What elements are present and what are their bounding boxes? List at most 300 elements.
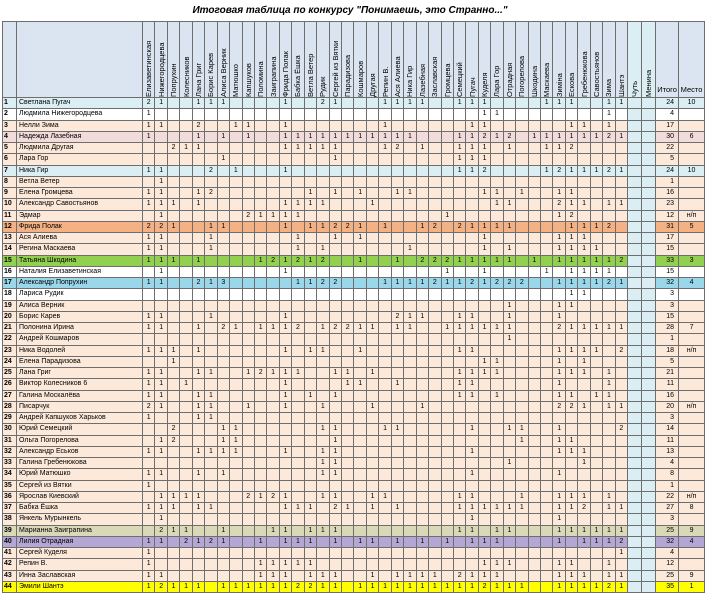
score-cell (516, 289, 528, 300)
header-col-label: Ескова (567, 72, 577, 97)
score-cell: 1 (516, 424, 528, 435)
score-cell (317, 413, 329, 424)
score-cell: 1 (329, 469, 341, 480)
score-cell (528, 379, 540, 390)
score-cell (615, 480, 627, 491)
score-cell (379, 266, 391, 277)
score-cell (254, 188, 266, 199)
score-cell (180, 233, 192, 244)
score-cell: 1 (478, 98, 490, 109)
score-cell (404, 289, 416, 300)
score-cell (329, 289, 341, 300)
score-cell (603, 458, 615, 469)
score-cell (354, 368, 366, 379)
score-cell (541, 345, 553, 356)
score-cell: 1 (615, 570, 627, 581)
score-cell: 1 (267, 581, 279, 592)
chut-cell (628, 109, 642, 120)
header-col (528, 22, 540, 98)
score-cell: 1 (254, 536, 266, 547)
row-number: 2 (3, 109, 17, 120)
score-cell: 1 (578, 446, 590, 457)
score-cell (205, 435, 217, 446)
score-cell (578, 311, 590, 322)
score-cell (578, 424, 590, 435)
row-number: 12 (3, 221, 17, 232)
score-cell (416, 446, 428, 457)
score-cell (304, 379, 316, 390)
score-cell: 1 (304, 199, 316, 210)
menina-cell (642, 548, 656, 559)
score-cell (416, 109, 428, 120)
table-row (3, 98, 705, 109)
score-cell (242, 480, 254, 491)
score-cell (590, 311, 602, 322)
score-cell (391, 244, 403, 255)
score-cell (391, 446, 403, 457)
total-cell: 16 (656, 390, 679, 401)
score-cell: 1 (466, 311, 478, 322)
score-cell (603, 356, 615, 367)
score-cell (478, 525, 490, 536)
header-col-label: Матюшко (231, 64, 241, 97)
score-cell (590, 559, 602, 570)
score-cell: 1 (366, 368, 378, 379)
score-cell: 1 (391, 570, 403, 581)
score-cell: 1 (254, 255, 266, 266)
menina-cell (642, 154, 656, 165)
header-chut (628, 22, 642, 98)
score-cell (453, 109, 465, 120)
score-cell: 1 (391, 131, 403, 142)
row-number: 13 (3, 233, 17, 244)
score-cell: 1 (230, 435, 242, 446)
score-cell: 1 (143, 480, 155, 491)
header-col (416, 22, 428, 98)
score-cell: 1 (503, 458, 515, 469)
score-cell (354, 559, 366, 570)
score-cell (230, 176, 242, 187)
score-cell (304, 233, 316, 244)
score-cell: 1 (342, 368, 354, 379)
score-cell: 1 (167, 345, 179, 356)
score-cell: 1 (192, 323, 204, 334)
score-cell: 1 (391, 536, 403, 547)
score-cell: 1 (603, 255, 615, 266)
score-cell: 1 (155, 536, 167, 547)
score-cell (292, 458, 304, 469)
score-cell: 1 (205, 390, 217, 401)
score-cell (503, 469, 515, 480)
score-cell (304, 356, 316, 367)
score-cell: 1 (478, 221, 490, 232)
score-cell: 1 (279, 345, 291, 356)
menina-cell (642, 221, 656, 232)
row-number: 3 (3, 120, 17, 131)
score-cell: 1 (192, 503, 204, 514)
header-col (379, 22, 391, 98)
header-col-label: Заиграпина (268, 56, 278, 97)
score-cell (329, 165, 341, 176)
score-cell (242, 390, 254, 401)
header-col (553, 22, 565, 98)
score-cell (354, 413, 366, 424)
score-cell: 2 (466, 278, 478, 289)
score-cell (230, 390, 242, 401)
chut-cell (628, 255, 642, 266)
score-cell (391, 559, 403, 570)
participant-name: Александр Еськов (17, 446, 143, 457)
header-col (279, 22, 291, 98)
score-cell: 1 (466, 525, 478, 536)
header-col (180, 22, 192, 98)
score-cell (590, 503, 602, 514)
participant-name: Регина Маскаева (17, 244, 143, 255)
score-cell (404, 176, 416, 187)
score-cell (292, 154, 304, 165)
score-cell (416, 165, 428, 176)
score-cell (391, 356, 403, 367)
score-cell: 1 (167, 199, 179, 210)
score-cell: 1 (279, 165, 291, 176)
score-cell (541, 435, 553, 446)
header-col (578, 22, 590, 98)
score-cell: 1 (466, 446, 478, 457)
score-cell (615, 300, 627, 311)
score-cell: 1 (329, 98, 341, 109)
score-cell (342, 536, 354, 547)
row-number: 16 (3, 266, 17, 277)
score-cell: 1 (541, 266, 553, 277)
score-cell: 1 (466, 503, 478, 514)
score-cell (590, 356, 602, 367)
score-cell: 1 (242, 401, 254, 412)
header-col-label: Ника Гир (405, 65, 415, 97)
score-cell: 1 (565, 289, 577, 300)
score-cell (192, 176, 204, 187)
score-cell: 1 (478, 356, 490, 367)
score-cell (354, 199, 366, 210)
score-cell (603, 413, 615, 424)
score-cell (217, 210, 229, 221)
score-cell: 1 (354, 221, 366, 232)
score-cell: 1 (553, 435, 565, 446)
score-cell: 1 (167, 525, 179, 536)
participant-name: Елена Парадизова (17, 356, 143, 367)
score-cell: 1 (503, 424, 515, 435)
score-cell: 1 (416, 536, 428, 547)
score-cell (541, 503, 553, 514)
score-cell (379, 210, 391, 221)
score-cell (416, 503, 428, 514)
total-cell: 15 (656, 311, 679, 322)
score-cell (453, 514, 465, 525)
score-cell (267, 154, 279, 165)
score-cell (379, 435, 391, 446)
score-cell (429, 188, 441, 199)
score-cell (379, 334, 391, 345)
score-cell: 1 (491, 536, 503, 547)
place-cell (679, 368, 705, 379)
score-cell (453, 458, 465, 469)
participant-name: Писарчук (17, 401, 143, 412)
score-cell (230, 255, 242, 266)
table-row (3, 503, 705, 514)
score-cell (366, 154, 378, 165)
score-cell: 1 (279, 581, 291, 592)
score-cell (292, 98, 304, 109)
score-cell (180, 446, 192, 457)
total-cell: 25 (656, 570, 679, 581)
score-cell (503, 548, 515, 559)
participant-name: Борис Карев (17, 311, 143, 322)
score-cell (516, 413, 528, 424)
score-cell (217, 120, 229, 131)
score-cell (279, 356, 291, 367)
score-cell (491, 345, 503, 356)
score-cell: 1 (491, 581, 503, 592)
score-cell (180, 559, 192, 570)
score-cell (565, 379, 577, 390)
score-cell (230, 469, 242, 480)
score-cell (217, 379, 229, 390)
score-cell: 1 (279, 131, 291, 142)
score-cell: 1 (541, 165, 553, 176)
score-cell (391, 210, 403, 221)
score-cell (242, 413, 254, 424)
score-cell (217, 311, 229, 322)
score-cell (590, 435, 602, 446)
score-cell: 1 (590, 345, 602, 356)
score-cell: 1 (329, 446, 341, 457)
menina-cell (642, 120, 656, 131)
score-cell (379, 390, 391, 401)
score-cell (503, 356, 515, 367)
score-cell: 1 (292, 199, 304, 210)
score-cell (230, 368, 242, 379)
place-cell (679, 458, 705, 469)
score-cell (354, 503, 366, 514)
score-cell (254, 548, 266, 559)
score-cell: 1 (466, 154, 478, 165)
score-cell: 1 (279, 525, 291, 536)
score-cell: 1 (553, 446, 565, 457)
total-cell: 18 (656, 345, 679, 356)
chut-cell (628, 525, 642, 536)
score-cell (329, 413, 341, 424)
score-cell (404, 300, 416, 311)
score-cell (329, 199, 341, 210)
score-cell (230, 278, 242, 289)
row-number: 18 (3, 289, 17, 300)
score-cell (354, 446, 366, 457)
table-row (3, 300, 705, 311)
score-cell: 1 (143, 559, 155, 570)
score-cell (590, 401, 602, 412)
score-cell: 1 (565, 491, 577, 502)
score-cell (317, 210, 329, 221)
score-cell: 2 (317, 255, 329, 266)
score-cell (528, 514, 540, 525)
score-cell (205, 154, 217, 165)
score-cell (391, 514, 403, 525)
score-cell (528, 300, 540, 311)
score-cell (416, 131, 428, 142)
row-number: 14 (3, 244, 17, 255)
score-cell: 1 (578, 278, 590, 289)
header-col (342, 22, 354, 98)
score-cell: 2 (429, 278, 441, 289)
score-cell: 1 (217, 581, 229, 592)
total-cell: 4 (656, 458, 679, 469)
score-cell (292, 334, 304, 345)
score-cell (541, 379, 553, 390)
total-cell: 5 (656, 356, 679, 367)
score-cell (254, 480, 266, 491)
score-cell (205, 570, 217, 581)
score-cell (366, 165, 378, 176)
score-cell (342, 424, 354, 435)
score-cell (192, 300, 204, 311)
score-cell: 2 (603, 278, 615, 289)
score-cell: 2 (205, 165, 217, 176)
score-cell: 1 (304, 525, 316, 536)
score-cell (167, 548, 179, 559)
score-cell: 1 (254, 210, 266, 221)
score-cell: 1 (478, 255, 490, 266)
score-cell (528, 458, 540, 469)
score-cell (304, 424, 316, 435)
score-cell (528, 98, 540, 109)
score-cell: 1 (292, 368, 304, 379)
score-cell (453, 233, 465, 244)
score-cell (354, 176, 366, 187)
score-cell: 2 (565, 210, 577, 221)
score-cell (230, 379, 242, 390)
score-cell (391, 154, 403, 165)
score-cell: 1 (354, 255, 366, 266)
score-cell (329, 300, 341, 311)
score-cell (267, 390, 279, 401)
score-cell: 1 (478, 368, 490, 379)
score-cell: 1 (466, 491, 478, 502)
score-cell: 1 (466, 143, 478, 154)
score-cell (217, 289, 229, 300)
score-cell: 2 (553, 199, 565, 210)
score-cell (528, 165, 540, 176)
score-cell (217, 300, 229, 311)
score-cell (242, 379, 254, 390)
score-cell (615, 368, 627, 379)
score-cell: 1 (503, 221, 515, 232)
score-cell (404, 109, 416, 120)
score-cell (230, 199, 242, 210)
score-cell (230, 536, 242, 547)
score-cell (429, 311, 441, 322)
score-cell: 1 (590, 390, 602, 401)
score-cell (478, 469, 490, 480)
score-cell (292, 165, 304, 176)
score-cell (466, 109, 478, 120)
score-cell (565, 458, 577, 469)
score-cell (541, 154, 553, 165)
score-cell: 1 (155, 401, 167, 412)
header-col (565, 22, 577, 98)
score-cell (192, 525, 204, 536)
score-cell (590, 109, 602, 120)
row-number: 27 (3, 390, 17, 401)
score-cell (429, 458, 441, 469)
score-cell: 1 (329, 491, 341, 502)
header-col-label: Кошмаров (355, 60, 365, 97)
score-cell (603, 233, 615, 244)
score-cell (317, 548, 329, 559)
score-cell: 1 (429, 581, 441, 592)
participant-name: Лилия Отрадная (17, 536, 143, 547)
score-cell (516, 165, 528, 176)
place-cell (679, 469, 705, 480)
header-col-label: Рудик (318, 76, 328, 97)
score-cell: 1 (267, 559, 279, 570)
score-cell: 2 (429, 221, 441, 232)
score-cell: 1 (491, 559, 503, 570)
score-cell: 1 (565, 503, 577, 514)
score-cell (167, 480, 179, 491)
score-cell (441, 401, 453, 412)
score-cell: 1 (230, 446, 242, 457)
score-cell (391, 458, 403, 469)
menina-cell (642, 480, 656, 491)
score-cell: 1 (292, 131, 304, 142)
score-cell: 1 (317, 469, 329, 480)
score-cell: 1 (404, 311, 416, 322)
score-cell (366, 424, 378, 435)
score-cell (267, 188, 279, 199)
score-cell: 1 (205, 368, 217, 379)
score-cell (565, 311, 577, 322)
header-col (155, 22, 167, 98)
score-cell (354, 514, 366, 525)
score-cell: 1 (242, 581, 254, 592)
score-cell (180, 413, 192, 424)
score-cell (180, 300, 192, 311)
score-cell (230, 570, 242, 581)
score-cell (267, 131, 279, 142)
score-cell (254, 120, 266, 131)
score-cell (429, 379, 441, 390)
header-col-label: Пугач (467, 77, 477, 97)
score-cell (603, 210, 615, 221)
score-cell (441, 154, 453, 165)
score-cell: 1 (528, 255, 540, 266)
score-cell (279, 233, 291, 244)
row-number: 11 (3, 210, 17, 221)
score-cell (292, 413, 304, 424)
score-cell: 1 (192, 581, 204, 592)
score-cell (528, 188, 540, 199)
table-row (3, 266, 705, 277)
score-cell (167, 278, 179, 289)
header-col (304, 22, 316, 98)
chut-cell (628, 334, 642, 345)
score-cell (478, 491, 490, 502)
score-cell (342, 98, 354, 109)
score-cell (391, 413, 403, 424)
score-cell (317, 289, 329, 300)
score-cell: 1 (615, 278, 627, 289)
score-cell: 2 (453, 570, 465, 581)
score-cell (379, 154, 391, 165)
